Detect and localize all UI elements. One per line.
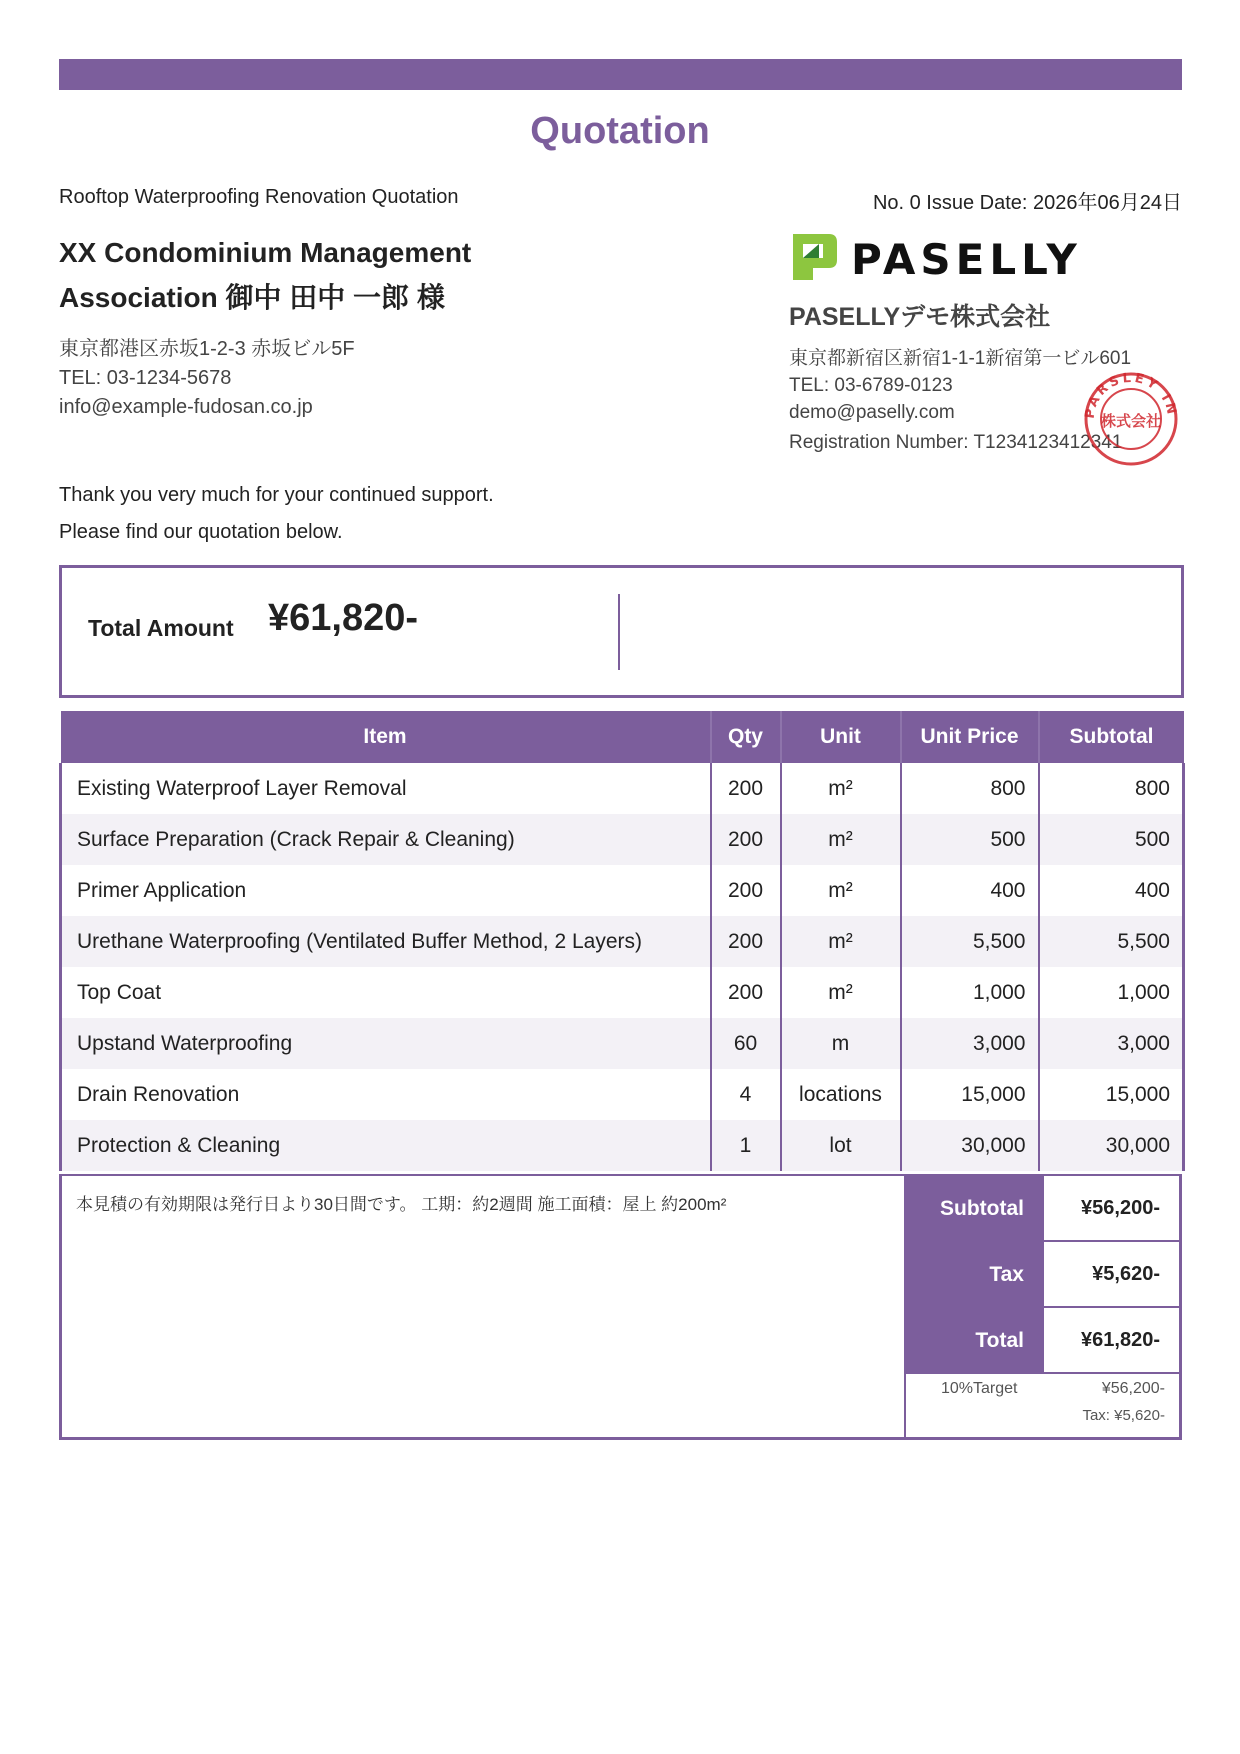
seal-outer-text: PARSLEY IN: [1082, 370, 1180, 420]
header-subtotal: Subtotal: [1039, 711, 1184, 763]
table-row: [61, 1018, 1184, 1069]
cell-qty: 200: [711, 865, 781, 916]
header-unit: Unit: [781, 711, 901, 763]
cell-subtotal: 500: [1039, 814, 1184, 865]
cell-unit-price: 500: [901, 814, 1039, 865]
table-header-row: [61, 711, 1184, 763]
cell-unit: m²: [781, 916, 901, 967]
issuer-address: 東京都新宿区新宿1-1-1新宿第一ビル601: [789, 348, 1132, 369]
cell-unit-price: 800: [901, 763, 1039, 814]
company-seal-stamp: [1082, 370, 1180, 468]
cell-unit-price: 400: [901, 865, 1039, 916]
table-row: [61, 865, 1184, 916]
cell-item: Urethane Waterproofing (Ventilated Buffer Method, 2 Layers): [61, 916, 711, 967]
table-row: [61, 967, 1184, 1018]
line-items-table: [59, 711, 1185, 1171]
logo-wordmark: PASELLY: [851, 235, 1082, 284]
tax-label: Tax: [906, 1242, 1042, 1308]
subtotal-label: Subtotal: [906, 1176, 1042, 1242]
cell-unit: m²: [781, 967, 901, 1018]
cell-subtotal: 1,000: [1039, 967, 1184, 1018]
seal-icon: [1082, 370, 1180, 468]
cell-subtotal: 400: [1039, 865, 1184, 916]
table-row: [61, 814, 1184, 865]
greeting-line-1: Thank you very much for your continued support.: [59, 484, 494, 506]
total-label: Total: [906, 1308, 1042, 1374]
tax-target-value: ¥56,200-: [1101, 1380, 1165, 1397]
table-row: [61, 916, 1184, 967]
cell-unit: lot: [781, 1120, 901, 1171]
summary-section: [59, 1174, 1182, 1440]
cell-subtotal: 5,500: [1039, 916, 1184, 967]
quotation-notes: 本見積の有効期限は発行日より30日間です。 工期：約2週間 施工面積：屋上 約200m²: [76, 1195, 727, 1214]
total-amount-box: [59, 565, 1184, 698]
total-value: ¥61,820-: [1042, 1308, 1180, 1374]
client-address: 東京都港区赤坂1-2-3 赤坂ビル5F: [59, 338, 355, 360]
table-row: [61, 1120, 1184, 1171]
greeting: [59, 477, 494, 551]
cell-unit: locations: [781, 1069, 901, 1120]
cell-unit-price: 30,000: [901, 1120, 1039, 1171]
cell-item: Existing Waterproof Layer Removal: [61, 763, 711, 814]
issuer-info: [789, 345, 1131, 426]
cell-qty: 1: [711, 1120, 781, 1171]
company-logo: [789, 230, 1089, 284]
client-name: XX Condominium Management Association 御中 田中 一郎 様: [59, 237, 472, 313]
paselly-logo-icon: [789, 230, 1089, 284]
total-amount-label: Total Amount: [88, 615, 234, 641]
cell-unit: m: [781, 1018, 901, 1069]
cell-item: Drain Renovation: [61, 1069, 711, 1120]
document-number-date: No. 0 Issue Date: 2026年06月24日: [872, 192, 1182, 214]
cell-item: Upstand Waterproofing: [61, 1018, 711, 1069]
registration-number: Registration Number: T1234123412341: [789, 432, 1123, 453]
cell-subtotal: 30,000: [1039, 1120, 1184, 1171]
table-row: [61, 1069, 1184, 1120]
header-accent-bar: [59, 59, 1182, 90]
cell-unit-price: 1,000: [901, 967, 1039, 1018]
header-item: Item: [61, 711, 711, 763]
cell-unit: m²: [781, 865, 901, 916]
cell-qty: 200: [711, 814, 781, 865]
tax-value: ¥5,620-: [1042, 1242, 1180, 1308]
header-unit-price: Unit Price: [901, 711, 1039, 763]
cell-subtotal: 15,000: [1039, 1069, 1184, 1120]
document-subject: Rooftop Waterproofing Renovation Quotation: [59, 186, 459, 208]
cell-qty: 200: [711, 763, 781, 814]
cell-unit-price: 3,000: [901, 1018, 1039, 1069]
issuer-email: demo@paselly.com: [789, 402, 955, 423]
cell-qty: 200: [711, 916, 781, 967]
cell-qty: 4: [711, 1069, 781, 1120]
tax-row: [906, 1242, 1180, 1308]
tax-target-label: 10%Target: [941, 1380, 1018, 1397]
issuer-tel: TEL: 03-6789-0123: [789, 375, 953, 396]
cell-item: Primer Application: [61, 865, 711, 916]
total-row: [906, 1308, 1180, 1374]
client-tel: TEL: 03-1234-5678: [59, 367, 232, 389]
cell-qty: 60: [711, 1018, 781, 1069]
seal-inner-text: 株式会社: [1100, 412, 1162, 430]
cell-subtotal: 800: [1039, 763, 1184, 814]
total-amount-value: ¥61,820-: [268, 597, 419, 639]
subtotal-row: [906, 1176, 1180, 1242]
client-info: [59, 335, 355, 422]
subtotal-value: ¥56,200-: [1042, 1176, 1180, 1242]
cell-item: Top Coat: [61, 967, 711, 1018]
cell-unit-price: 15,000: [901, 1069, 1039, 1120]
header-qty: Qty: [711, 711, 781, 763]
table-row: [61, 763, 1184, 814]
total-box-divider: [618, 594, 620, 670]
greeting-line-2: Please find our quotation below.: [59, 521, 343, 543]
cell-qty: 200: [711, 967, 781, 1018]
cell-unit-price: 5,500: [901, 916, 1039, 967]
cell-subtotal: 3,000: [1039, 1018, 1184, 1069]
issuer-company-name: PASELLYデモ株式会社: [789, 303, 1051, 331]
client-email: info@example-fudosan.co.jp: [59, 396, 313, 418]
cell-unit: m²: [781, 814, 901, 865]
cell-item: Protection & Cleaning: [61, 1120, 711, 1171]
tax-breakdown: Tax: ¥5,620-: [1082, 1407, 1165, 1424]
cell-item: Surface Preparation (Crack Repair & Cleaning): [61, 814, 711, 865]
cell-unit: m²: [781, 763, 901, 814]
document-title: Quotation: [530, 110, 710, 152]
